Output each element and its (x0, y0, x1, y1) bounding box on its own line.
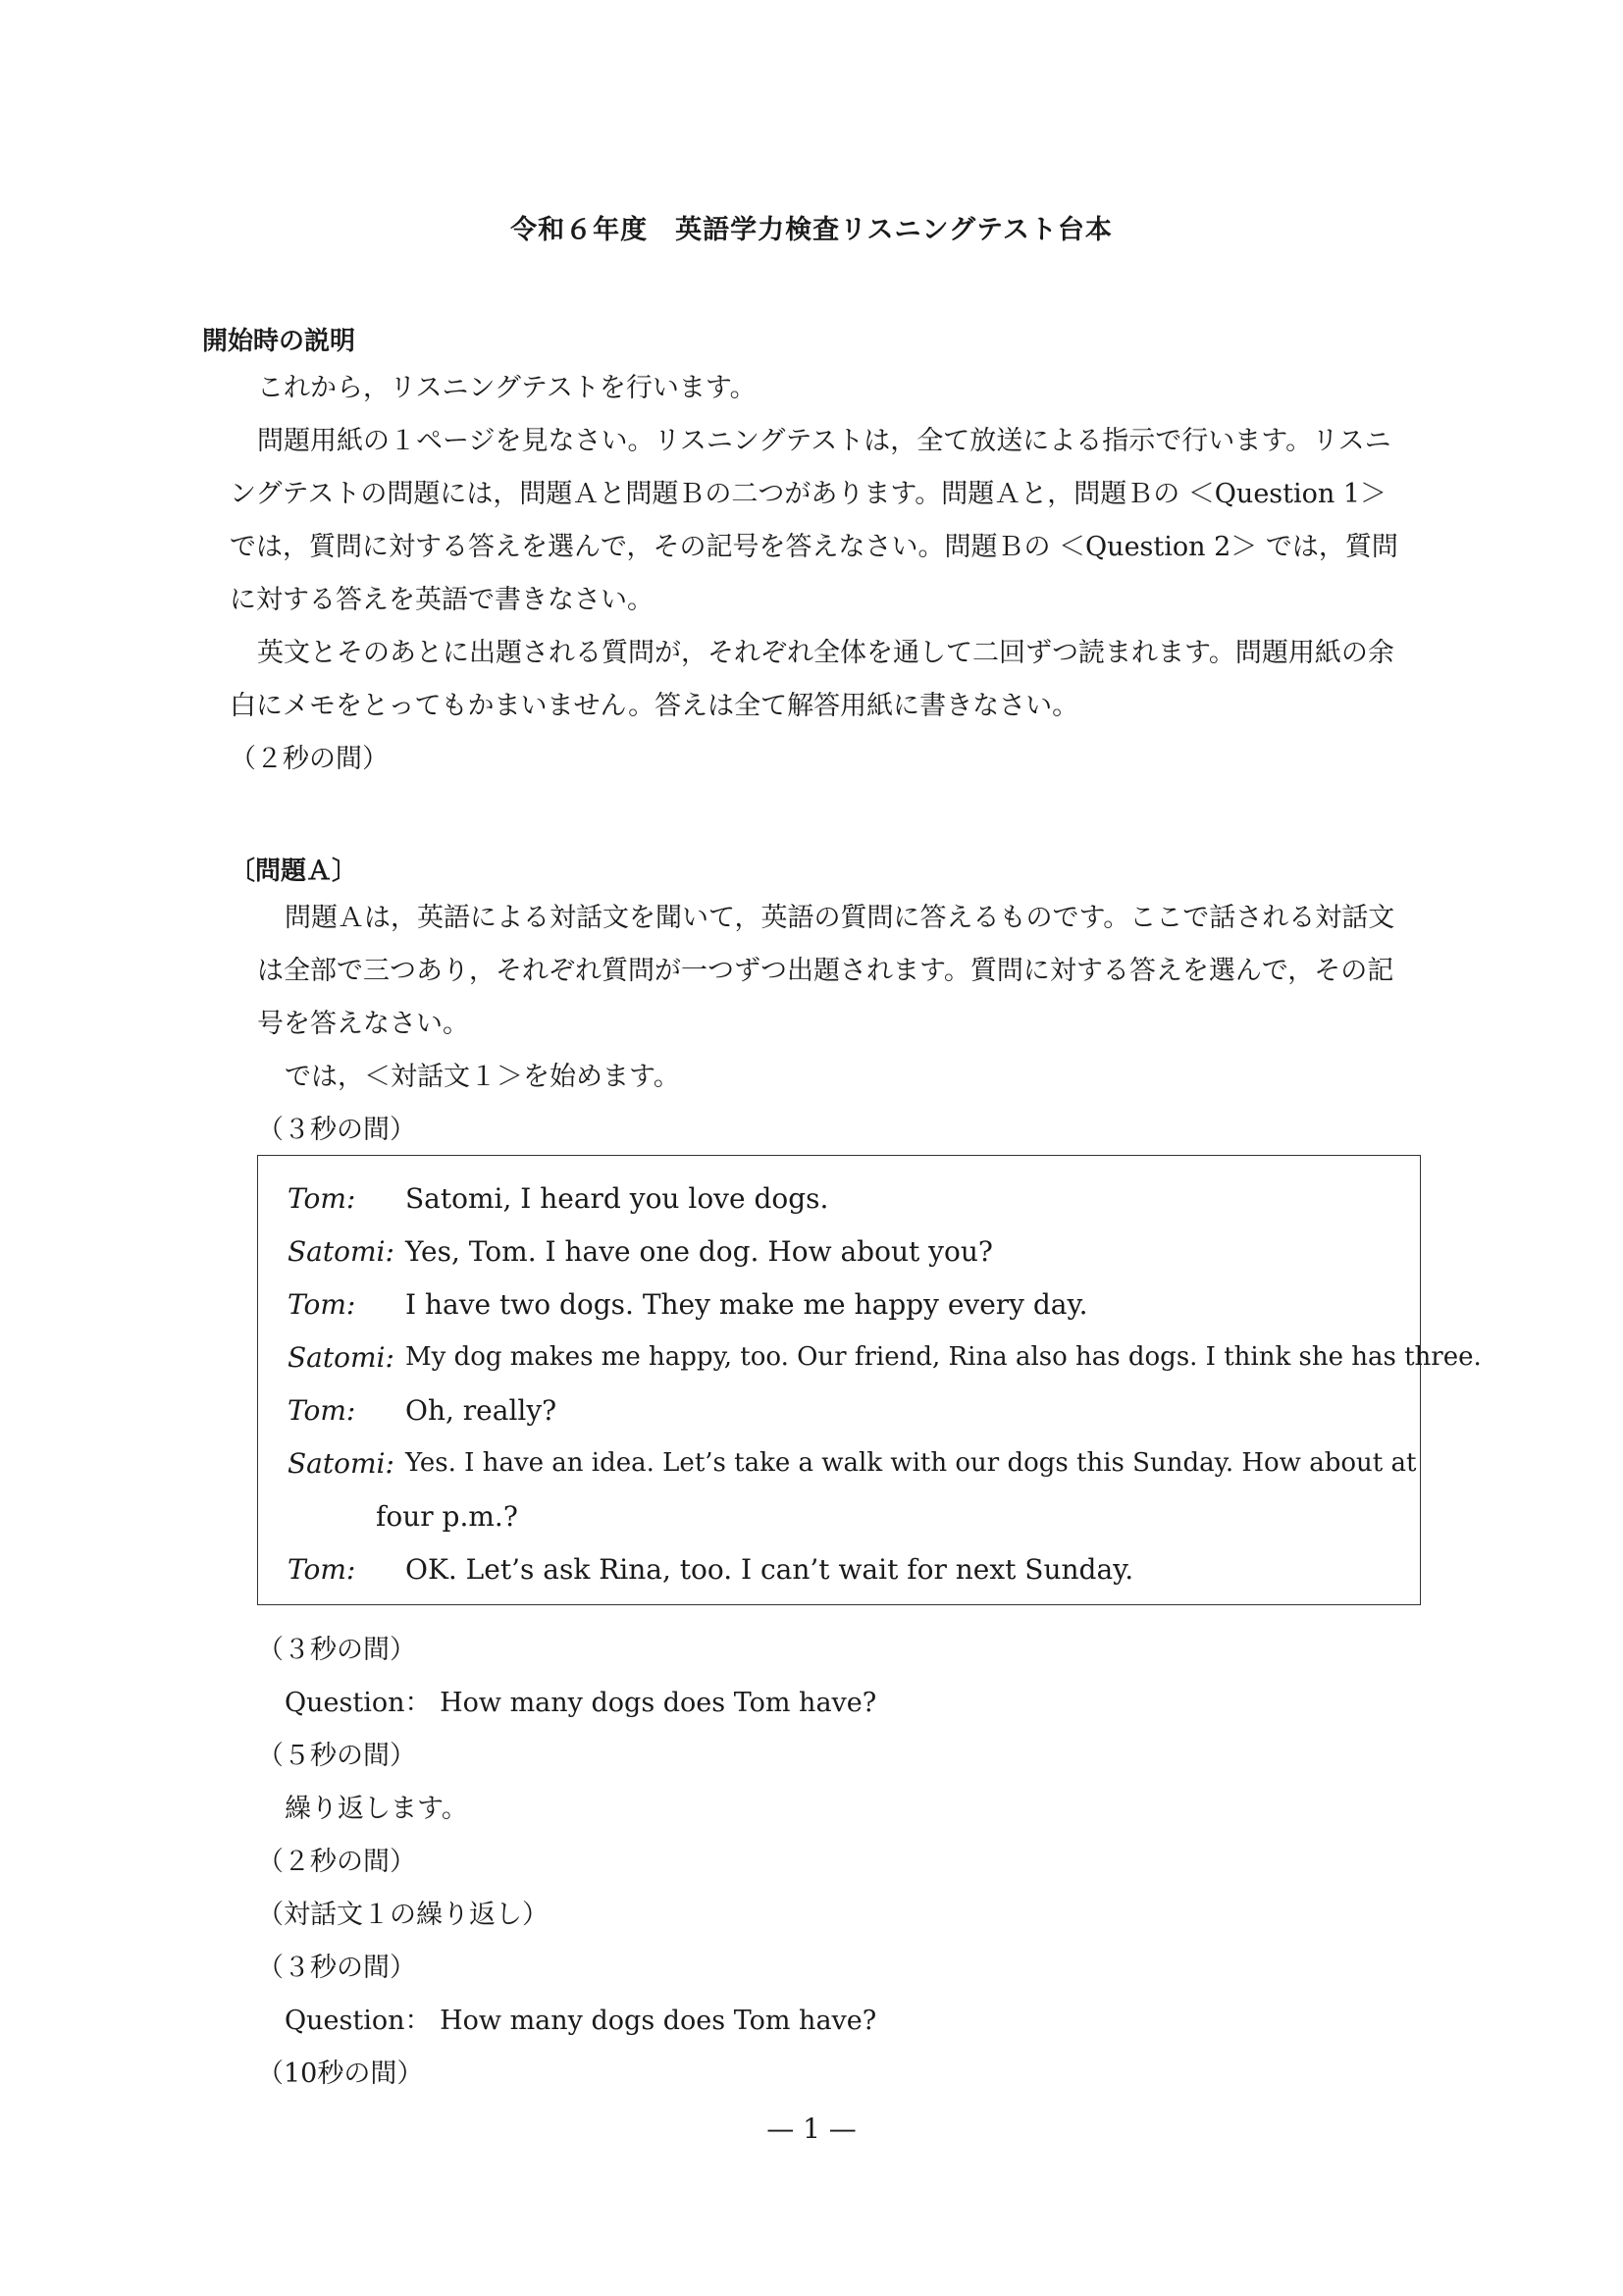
page-title: 令和６年度 英語学力検査リスニングテスト台本 (510, 215, 1113, 245)
repeat-note: 繰り返します。 (285, 1794, 468, 1824)
utterance: OK. Let’s ask Rina, too. I can’t wait for next Sunday. (405, 1553, 1134, 1586)
intro-heading: 開始時の説明 (202, 327, 356, 356)
speaker-label: Tom: (288, 1182, 356, 1215)
question-line: Question： How many dogs does Tom have? (285, 2006, 877, 2036)
section-a-line: は全部で三つあり，それぞれ質問が一つずつ出題されます。質問に対する答えを選んで，その記 (257, 956, 1394, 986)
pause-note: （２秒の間） (230, 744, 389, 774)
speaker-label: Tom: (288, 1394, 356, 1427)
dialogue-box (257, 1155, 1482, 1605)
utterance: Satomi, I heard you love dogs. (405, 1182, 829, 1215)
section-a-line: では，＜対話文１＞を始めます。 (285, 1062, 680, 1092)
intro-line: では，質問に対する答えを選んで，その記号を答えなさい。問題Ｂの ＜Question 2＞ では，質問 (230, 532, 1398, 562)
intro-line: ングテストの問題には，問題Ａと問題Ｂの二つがあります。問題Ａと，問題Ｂの ＜Question 1＞ (230, 479, 1387, 509)
repeat-note: （対話文１の繰り返し） (257, 1900, 549, 1930)
speaker-label: Satomi: (288, 1341, 394, 1374)
utterance: I have two dogs. They make me happy every day. (405, 1288, 1088, 1321)
pause-note: （３秒の間） (257, 1115, 416, 1145)
utterance: Oh, really? (405, 1394, 557, 1427)
speaker-label: Satomi: (288, 1447, 394, 1480)
pause-note: （５秒の間） (257, 1741, 416, 1771)
utterance: Yes. I have an idea. Let’s take a walk with our dogs this Sunday. How about at (405, 1448, 1417, 1478)
intro-line: 問題用紙の１ページを見なさい。リスニングテストは，全て放送による指示で行います。リスニ (257, 426, 1391, 456)
intro-line: これから，リスニングテストを行います。 (257, 373, 757, 403)
speaker-label: Satomi: (288, 1235, 394, 1268)
question-line: Question： How many dogs does Tom have? (285, 1688, 877, 1718)
page-number: — 1 — (766, 2113, 857, 2145)
intro-line: 英文とそのあとに出題される質問が，それぞれ全体を通して二回ずつ読まれます。問題用紙の余 (257, 638, 1394, 668)
intro-line: に対する答えを英語で書きなさい。 (230, 585, 654, 615)
pause-note: （10秒の間） (257, 2059, 424, 2089)
pause-note: （３秒の間） (257, 1635, 416, 1665)
section-a-heading: 〔問題Ａ〕 (230, 857, 358, 886)
utterance: My dog makes me happy, too. Our friend, Rina also has dogs. I think she has three. (405, 1342, 1482, 1372)
section-a-line: 問題Ａは，英語による対話文を聞いて，英語の質問に答えるものです。ここで話される対話文 (285, 903, 1395, 933)
speaker-label: Tom: (288, 1288, 356, 1321)
pause-note: （２秒の間） (257, 1847, 416, 1877)
utterance: Yes, Tom. I have one dog. How about you? (405, 1235, 993, 1268)
utterance: four p.m.? (376, 1500, 518, 1533)
speaker-label: Tom: (288, 1553, 356, 1586)
pause-note: （３秒の間） (257, 1953, 416, 1983)
section-a-line: 号を答えなさい。 (257, 1009, 469, 1039)
intro-line: 白にメモをとってもかまいません。答えは全て解答用紙に書きなさい。 (230, 691, 1079, 721)
